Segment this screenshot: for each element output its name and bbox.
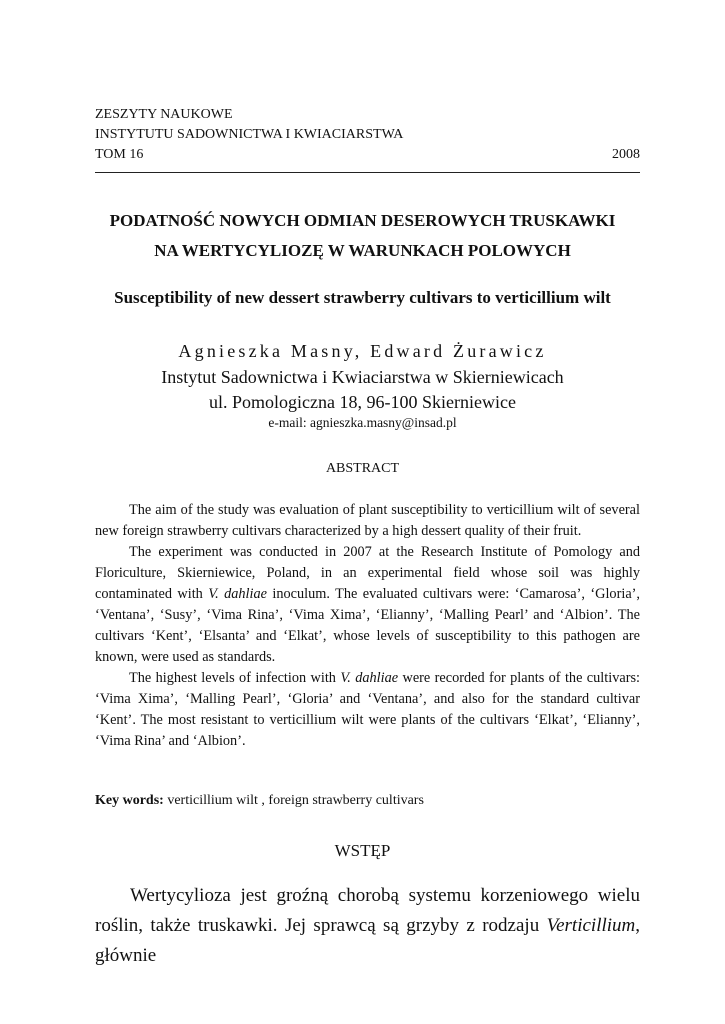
abstract-p2-text-a: The experiment was conducted in 2007 at the Research Institute of Pomology and Floriculture, Skierniewice, Poland, in an experimental field whose soil was highly contaminated with (95, 544, 640, 602)
abstract-paragraph-1: The aim of the study was evaluation of plant susceptibility to verticillium wilt of several new foreign strawberry cultivars characterized by a high dessert quality of their fruit. (95, 502, 640, 539)
species-name: V. dahliae (340, 670, 399, 686)
species-name: V. dahliae (208, 586, 267, 602)
title-polish (60, 206, 665, 266)
body-text-a: Wertycylioza jest groźną chorobą systemu korzeniowego wielu roślin, także truskawki. Jej sprawcą są grzyby z rodzaju (95, 885, 640, 936)
body-paragraph (95, 881, 640, 971)
abstract-p3-text-b: were recorded for plants of the cultivars: ‘Vima Xima’, ‘Malling Pearl’, ‘Gloria’ and ‘Ventana’, and also for the standard cultivar ‘Kent’. The most resistant to verticillium wilt were plants of the cultivars ‘Elkat’, ‘Elianny’, ‘Vima Rina’ and ‘Albion’. (95, 670, 641, 749)
journal-name-line1: ZESZYTY NAUKOWE (95, 107, 233, 122)
header-divider (95, 172, 640, 173)
section-heading: WSTĘP (334, 841, 391, 860)
abstract-body (95, 500, 640, 752)
email: e-mail: agnieszka.masny@insad.pl (268, 415, 457, 430)
address: ul. Pomologiczna 18, 96-100 Skierniewice (209, 392, 516, 412)
volume-row (95, 145, 640, 165)
journal-header (95, 105, 640, 165)
abstract-p3-text-a: The highest levels of infection with (129, 670, 341, 686)
abstract-paragraph-2 (95, 542, 640, 668)
authors: Agnieszka Masny, Edward Żurawicz (178, 341, 547, 361)
body-text-b: , głównie (95, 915, 640, 966)
title-polish-line2: NA WERTYCYLIOZĘ W WARUNKACH POLOWYCH (154, 241, 571, 260)
keywords (95, 791, 640, 811)
title-polish-line1: PODATNOŚĆ NOWYCH ODMIAN DESEROWYCH TRUSKAWKI (109, 211, 616, 230)
institution: Instytut Sadownictwa i Kwiaciarstwa w Skierniewicach (161, 367, 564, 387)
keywords-label: Key words: (95, 793, 164, 808)
title-english: Susceptibility of new dessert strawberry cultivars to verticillium wilt (114, 288, 611, 307)
abstract-p2-text-b: inoculum. The evaluated cultivars were: ‘Camarosa’, ‘Gloria’, ‘Ventana’, ‘Susy’, ‘Vima Rina’, ‘Vima Xima’, ‘Elianny’, ‘Malling Pearl’ and ‘Albion’. The cultivars ‘Kent’, ‘Elsanta’ and ‘Elkat’, whose levels of susceptibility to this pathogen are known, were used as standards. (95, 586, 640, 665)
publication-year: 2008 (612, 147, 640, 162)
abstract-heading: ABSTRACT (325, 461, 400, 476)
keywords-text: verticillium wilt , foreign strawberry cultivars (163, 793, 424, 808)
journal-name-line2: INSTYTUTU SADOWNICTWA I KWIACIARSTWA (95, 127, 404, 142)
volume-number: TOM 16 (95, 147, 144, 162)
abstract-paragraph-3 (95, 668, 640, 752)
body-text (95, 881, 640, 971)
genus-name: Verticillium (546, 915, 636, 936)
